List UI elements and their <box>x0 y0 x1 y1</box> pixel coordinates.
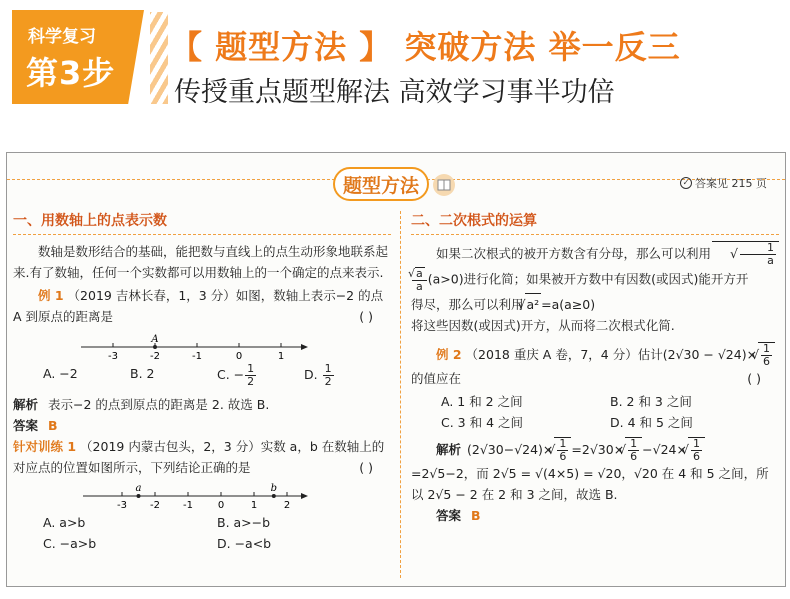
example-label: 例 1 <box>38 288 64 303</box>
numline2-0-label: 0 <box>217 500 225 510</box>
answer-1 <box>13 415 391 436</box>
option-b: B. 2 <box>130 366 155 381</box>
numline2-a-point <box>137 494 141 498</box>
option-d: D. 4 和 5 之间 <box>610 415 693 430</box>
example-2-options <box>441 391 779 433</box>
numline1-A-point-label: A <box>151 334 159 345</box>
numline2--2-label: -2 <box>150 500 160 510</box>
option-a: A. 1 和 2 之间 <box>441 394 523 409</box>
analysis-label: 解析 <box>13 397 39 412</box>
intro-paragraph: 数轴是数形结合的基础，能把数与直线上的点生动形象地联系起来.有了数轴，任何一个实数都可以用数轴上的一个确定的点来表示. <box>13 244 389 280</box>
option-c: C. −a>b <box>43 536 97 551</box>
numline2-a-point-label: a <box>135 483 142 494</box>
training-label: 针对训练 1 <box>13 439 77 454</box>
analysis-2-continued: =2√5−2，而 2√5 = √(4×5) = √20，√20 在 4 和 5 之间，所以 2√5 − 2 在 2 和 3 之间，故选 B. <box>411 466 769 502</box>
answer-2 <box>436 505 779 526</box>
left-column <box>13 211 391 558</box>
numline2-b-point <box>272 494 276 498</box>
step-big-label: 第3步 <box>26 54 116 92</box>
training-1 <box>13 436 391 478</box>
option-a: A. −2 <box>43 366 78 381</box>
example-text: （2019 吉林长春，1，3 分）如图，数轴上表示−2 的点 A 到原点的距离是 <box>13 288 384 324</box>
option-b: B. 2 和 3 之间 <box>610 394 692 409</box>
numline2-1-label: 1 <box>250 500 258 510</box>
option-c: C. 3 和 4 之间 <box>441 415 524 430</box>
book-page <box>6 152 786 587</box>
numline1-0-label: 0 <box>235 351 243 361</box>
option-d: D. −a<b <box>217 536 272 551</box>
numline1-A-point <box>153 345 157 349</box>
radical-intro-line-1: 如果二次根式的被开方数含有分母，那么可以利用 √ $\frac{1}{a}$ <box>411 241 779 267</box>
section-heading-number-line: 一、用数轴上的点表示数 <box>13 211 391 235</box>
numline1--3-label: -3 <box>108 351 118 361</box>
example-2-tail: 的值应在 ( ) <box>411 371 761 386</box>
numline1--1-label: -1 <box>192 351 202 361</box>
answer-value: B <box>471 508 481 523</box>
radical-intro-line-3: 得尽，那么可以利用√ a² =a(a≥0) <box>411 293 779 315</box>
analysis-1 <box>13 394 391 415</box>
training-1-options <box>43 512 391 554</box>
number-line-2 <box>13 480 313 510</box>
banner-title: 【 题型方法 】 突破方法 举一反三 <box>170 28 681 66</box>
example-1-options <box>43 363 391 388</box>
banner-subtitle: 传授重点题型解法 高效学习事半功倍 <box>174 77 615 108</box>
numline2--3-label: -3 <box>117 500 127 510</box>
answer-paren: ( ) <box>359 309 373 324</box>
option-b: B. a>−b <box>217 515 271 530</box>
column-divider <box>400 211 401 578</box>
radical-intro-line-2: √ $\frac{a}{a}$ (a>0)进行化简；如果被开方数中有因数(或因式)能开方开 <box>411 267 779 293</box>
numline1-1-label: 1 <box>277 351 285 361</box>
numline2-2-label: 2 <box>283 500 291 510</box>
decorative-stripe <box>150 12 168 104</box>
example-1 <box>13 285 391 327</box>
numline1--2-label: -2 <box>150 351 160 361</box>
answer-reference <box>680 175 767 191</box>
option-d: D. $\frac{1}{2}$ <box>304 362 332 388</box>
book-icon <box>431 173 457 197</box>
analysis-text: 表示−2 的点到原点的距离是 2. 故选 B. <box>48 397 270 412</box>
answer-value: B <box>48 418 58 433</box>
step-small-label: 科学复习 <box>28 27 96 47</box>
answer-label: 答案 <box>13 418 39 433</box>
option-a: A. a>b <box>43 515 86 530</box>
example-label: 例 2 <box>436 347 462 362</box>
section-heading-radicals: 二、二次根式的运算 <box>411 211 779 235</box>
check-circle-icon: ✓ <box>680 177 692 189</box>
number-line-1 <box>13 329 313 361</box>
example-text: （2018 重庆 A 卷，7，4 分）估计(2√30 − √24)× <box>465 347 758 362</box>
radical-intro-line-4: 将这些因数(或因式)开方，从而将二次根式化简. <box>411 318 675 333</box>
answer-label: 答案 <box>436 508 462 523</box>
numline2-b-point-label: b <box>270 483 278 494</box>
answer-reference-text: 答案见 215 页 <box>695 177 767 190</box>
training-text: （2019 内蒙古包头，2，3 分）实数 a，b 在数轴上的对应点的位置如图所示，下列结论正确的是 <box>13 439 385 475</box>
analysis-2: 解析 (2√30−√24)× √ $\frac{1}{6}$ =2√30× √ $\frac{1}{6}$ −√24× √ $\frac{1}{6}$ <box>436 437 779 463</box>
example-2: 例 2 （2018 重庆 A 卷，7，4 分）估计(2√30 − √24)× √ $\frac{1}{6}$ <box>411 342 779 368</box>
right-column <box>411 211 779 526</box>
option-c: C. − $\frac{1}{2}$ <box>217 362 255 388</box>
numline2--1-label: -1 <box>183 500 193 510</box>
section-badge: 题型方法 <box>333 167 429 201</box>
answer-paren: ( ) <box>359 460 373 475</box>
